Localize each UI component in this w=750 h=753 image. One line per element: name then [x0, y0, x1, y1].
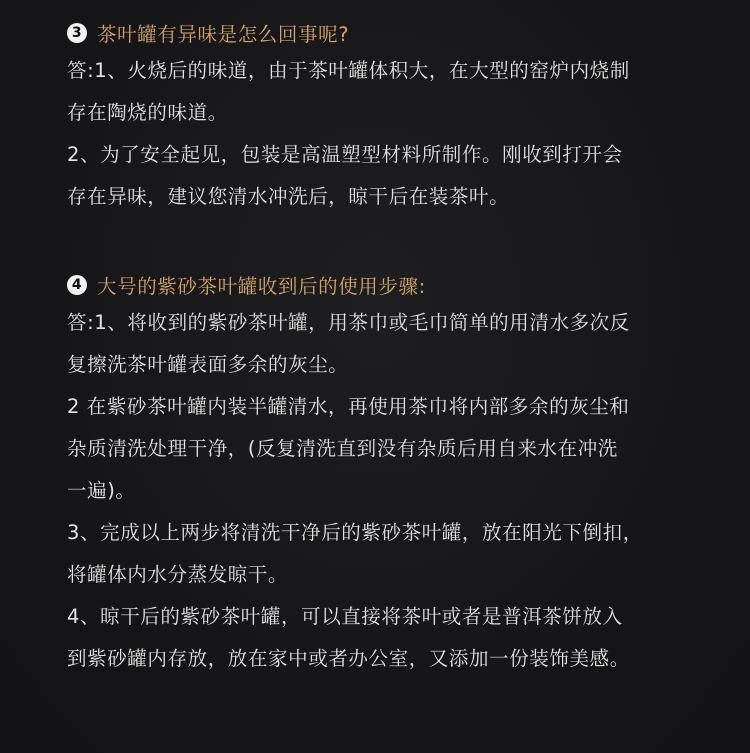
answer-line: 到紫砂罐内存放，放在家中或者办公室，又添加一份装饰美感。 [67, 647, 630, 670]
faq-answer-4-step-4 [67, 596, 710, 680]
faq-answer-4-step-2 [67, 386, 710, 512]
answer-line: 2 在紫砂茶叶罐内装半罐清水，再使用茶巾将内部多余的灰尘和 [67, 395, 630, 418]
faq-answer-4-step-3 [67, 512, 710, 596]
faq-question-3-text: 茶叶罐有异味是怎么回事呢? [97, 23, 350, 46]
faq-section-3 [67, 16, 710, 218]
answer-line: 2、为了安全起见，包装是高温塑型材料所制作。刚收到打开会 [67, 143, 623, 166]
faq-section-4 [67, 268, 710, 680]
answer-line: 将罐体内水分蒸发晾干。 [67, 563, 289, 586]
answer-line: 一遍)。 [67, 479, 136, 502]
answer-line: 答:1、火烧后的味道，由于茶叶罐体积大，在大型的窑炉内烧制 [67, 59, 630, 82]
faq-answer-3-paragraph-1 [67, 50, 710, 134]
faq-answer-3-paragraph-2 [67, 134, 710, 218]
faq-question-4-text: 大号的紫砂茶叶罐收到后的使用步骤: [97, 275, 426, 298]
answer-line: 4、晾干后的紫砂茶叶罐，可以直接将茶叶或者是普洱茶饼放入 [67, 605, 623, 628]
faq-question-4 [67, 268, 710, 302]
faq-answer-4-step-1 [67, 302, 710, 386]
answer-line: 复擦洗茶叶罐表面多余的灰尘。 [67, 353, 349, 376]
number-4-badge: 4 [67, 275, 87, 295]
answer-line: 存在异味，建议您清水冲洗后，晾干后在装茶叶。 [67, 185, 510, 208]
answer-line: 答:1、将收到的紫砂茶叶罐，用茶巾或毛巾简单的用清水多次反 [67, 311, 630, 334]
number-3-badge: 3 [67, 23, 87, 43]
faq-question-3 [67, 16, 710, 50]
answer-line: 存在陶烧的味道。 [67, 101, 228, 124]
answer-line: 杂质清洗处理干净，(反复清洗直到没有杂质后用自来水在冲洗 [67, 437, 618, 460]
answer-line: 3、完成以上两步将清洗干净后的紫砂茶叶罐，放在阳光下倒扣， [67, 521, 643, 544]
